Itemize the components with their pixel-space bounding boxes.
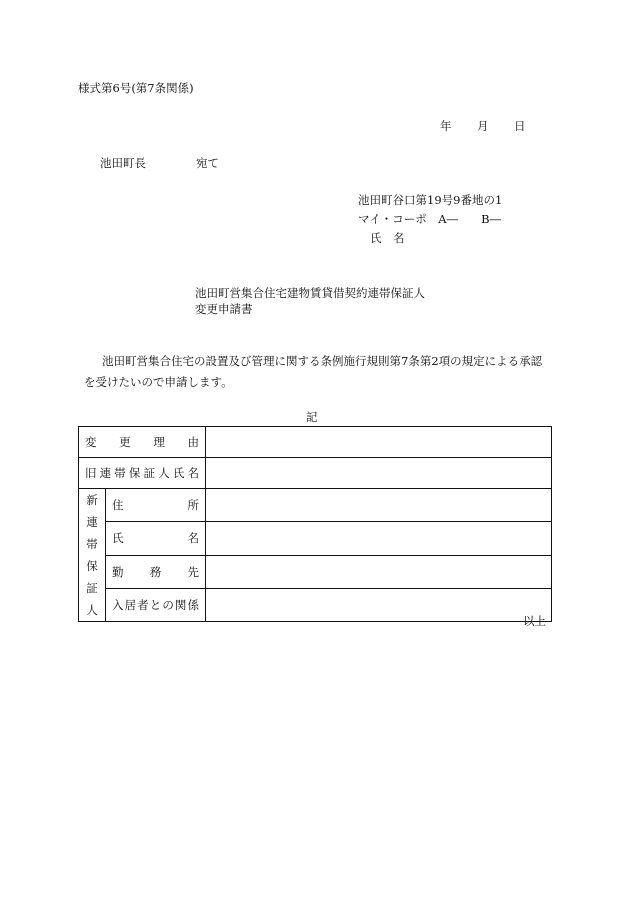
document-title xyxy=(195,286,425,318)
field-new-relation[interactable] xyxy=(206,588,552,621)
row-reason xyxy=(79,427,552,458)
label-char: 新 xyxy=(86,493,98,507)
label-char: 連 xyxy=(99,466,112,480)
label-char: 帯 xyxy=(114,466,126,480)
label-char: 名 xyxy=(187,531,199,546)
label-char: 者 xyxy=(137,597,149,612)
label-new-guarantor xyxy=(79,489,106,622)
label-char: の xyxy=(162,597,174,612)
date-year: 年 xyxy=(440,119,452,133)
date-line xyxy=(440,119,526,133)
label-char: 旧 xyxy=(85,466,97,480)
addressee xyxy=(100,156,219,170)
ki-heading: 記 xyxy=(306,410,318,424)
label-char: 住 xyxy=(112,498,124,513)
title-line-1: 池田町営集合住宅建物賃貸借契約連帯保証人 xyxy=(195,286,425,300)
label-address xyxy=(106,489,206,522)
label-char: 係 xyxy=(187,597,199,612)
label-char: 由 xyxy=(187,435,199,449)
label-name-text xyxy=(112,530,199,546)
label-char: 理 xyxy=(153,435,165,449)
label-char: 連 xyxy=(86,515,98,529)
label-char: 氏 xyxy=(112,531,124,546)
field-old-guarantor-name[interactable] xyxy=(206,458,552,489)
body-line-2: を受けたいので申請します。 xyxy=(84,375,233,389)
addressee-suffix: 宛て xyxy=(196,156,219,170)
applicant-block xyxy=(358,193,502,250)
form-number: 様式第6号(第7条関係) xyxy=(78,81,194,95)
label-char: 所 xyxy=(187,498,199,513)
label-char: と xyxy=(149,597,162,612)
label-char: 人 xyxy=(86,603,98,617)
label-workplace xyxy=(106,555,206,588)
label-char: 保 xyxy=(86,559,98,573)
row-new-workplace xyxy=(79,555,552,588)
label-char: 保 xyxy=(128,466,141,480)
label-char: 更 xyxy=(119,435,131,449)
label-char: 先 xyxy=(187,564,199,579)
label-name xyxy=(106,522,206,555)
row-new-relation xyxy=(79,588,552,621)
title-line-2: 変更申請書 xyxy=(195,302,253,316)
label-reason-text xyxy=(85,434,199,450)
label-char: 氏 xyxy=(172,466,185,480)
label-relation-text xyxy=(112,597,199,613)
label-char: 証 xyxy=(86,581,98,595)
date-month: 月 xyxy=(477,119,489,133)
label-char: 務 xyxy=(149,564,162,579)
addressee-title: 池田町長 xyxy=(100,156,146,170)
label-char: 居 xyxy=(124,597,137,612)
field-new-workplace[interactable] xyxy=(206,555,552,588)
row-new-address xyxy=(79,489,552,522)
applicant-address: 池田町谷口第19号9番地の1 xyxy=(358,193,503,207)
label-char: 関 xyxy=(174,597,187,612)
row-old-guarantor xyxy=(79,458,552,489)
guarantor-table xyxy=(78,426,552,622)
label-char: 名 xyxy=(187,466,199,480)
label-char: 人 xyxy=(158,466,170,480)
body-text xyxy=(84,351,554,393)
label-workplace-text xyxy=(112,564,199,580)
field-new-address[interactable] xyxy=(206,489,552,522)
label-char: 勤 xyxy=(112,564,124,579)
label-char: 入 xyxy=(112,597,124,612)
label-char: 証 xyxy=(143,466,156,480)
field-new-name[interactable] xyxy=(206,522,552,555)
field-reason[interactable] xyxy=(206,427,552,458)
label-char: 帯 xyxy=(86,537,98,551)
applicant-building: マイ・コーポ A― B― xyxy=(358,212,502,226)
date-day: 日 xyxy=(514,119,526,133)
label-relation xyxy=(106,588,206,621)
row-new-name xyxy=(79,522,552,555)
label-reason xyxy=(79,427,206,458)
closing-ijou: 以上 xyxy=(523,614,546,628)
applicant-name-label: 氏 名 xyxy=(370,231,405,245)
label-address-text xyxy=(112,497,199,513)
body-line-1: 池田町営集合住宅の設置及び管理に関する条例施行規則第7条第2項の規定による承認 xyxy=(102,354,543,368)
label-old-guarantor xyxy=(79,458,206,489)
label-char: 変 xyxy=(85,435,97,449)
label-old-guarantor-text xyxy=(85,465,199,481)
